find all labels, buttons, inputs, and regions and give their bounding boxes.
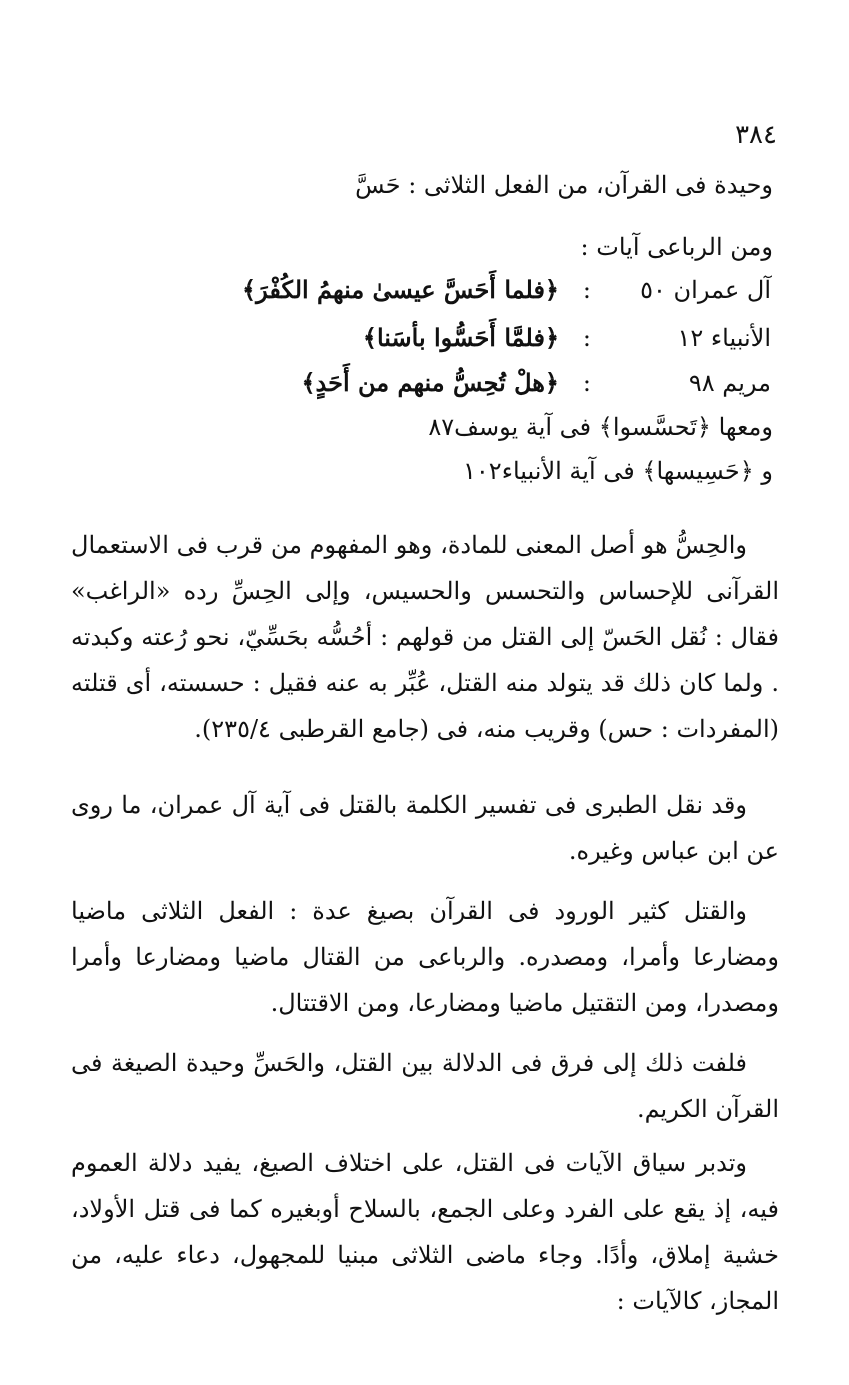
reference-colon: :: [582, 276, 591, 304]
reference-source: مريم ٩٨: [688, 369, 771, 397]
reference-source: آل عمران ٥٠: [640, 276, 771, 304]
reference-verse: ﴿هلْ تُحِسُّ منهم من أَحَدٍ﴾: [301, 368, 559, 397]
reference-colon: :: [582, 324, 591, 352]
intro-line-2: ومن الرباعى آيات :: [580, 233, 773, 261]
reference-row: [171, 270, 771, 310]
reference-verse: ﴿فلما أَحَسَّ عيسىٰ منهمُ الكُفْرَ﴾: [242, 275, 559, 304]
paragraph: وقد نقل الطبرى فى تفسير الكلمة بالقتل فى آية آل عمران، ما روى عن ابن عباس وغيره.: [71, 791, 779, 865]
page-number: ٣٨٤: [735, 120, 777, 150]
paragraph: فلفت ذلك إلى فرق فى الدلالة بين القتل، والحَسِّ وحيدة الصيغة فى القرآن الكريم.: [71, 1049, 779, 1123]
paragraph: والقتل كثير الورود فى القرآن بصيغ عدة : الفعل الثلاثى ماضيا ومضارعا وأمرا، ومصدره. والرباعى من القتال ماضيا ومضارعا وأمرا ومصدرا، ومن التقتيل ماضيا ومضارعا، ومن الاقتتال.: [71, 897, 779, 1017]
reference-source: الأنبياء ١٢: [677, 324, 771, 352]
paragraph: وتدبر سياق الآيات فى القتل، على اختلاف الصيغ، يفيد دلالة العموم فيه، إذ يقع على الفرد وعلى الجمع، بالسلاح أوبغيره كما فى قتل الأولاد، خشية إملاق، وأدًا. وجاء ماضى الثلاثى مبنيا للمجهول، دعاء عليه، من المجاز، كالآيات :: [71, 1149, 779, 1315]
reference-colon: :: [582, 369, 591, 397]
reference-row: [171, 363, 771, 403]
paragraph: والحِسُّ هو أصل المعنى للمادة، وهو المفهوم من قرب فى الاستعمال القرآنى للإحساس والتحسس والحسيس، وإلى الحِسِّ رده «الراغب» فقال : نُقل الحَسّ إلى القتل من قولهم : أحُسُّه بحَسِّيّ، نحو رُعته وكبدته . ولما كان ذلك قد يتولد منه القتل، عُبِّر به عنه فقيل : حسسته، أى قتلته (المفردات : حس) وقريب منه، فى (جامع القرطبى ٢٣٥/٤).: [71, 531, 780, 743]
reference-row: [171, 318, 771, 358]
intro-line-1: وحيدة فى القرآن، من الفعل الثلاثى : حَسَّ: [355, 171, 773, 199]
extra-reference-line: و ﴿حَسِيسها﴾ فى آية الأنبياء١٠٢: [463, 457, 773, 485]
extra-reference-line: ومعها ﴿تَحسَّسوا﴾ فى آية يوسف٨٧: [428, 413, 773, 441]
reference-verse: ﴿فلمَّا أَحَسُّوا بأسَنا﴾: [362, 323, 559, 352]
